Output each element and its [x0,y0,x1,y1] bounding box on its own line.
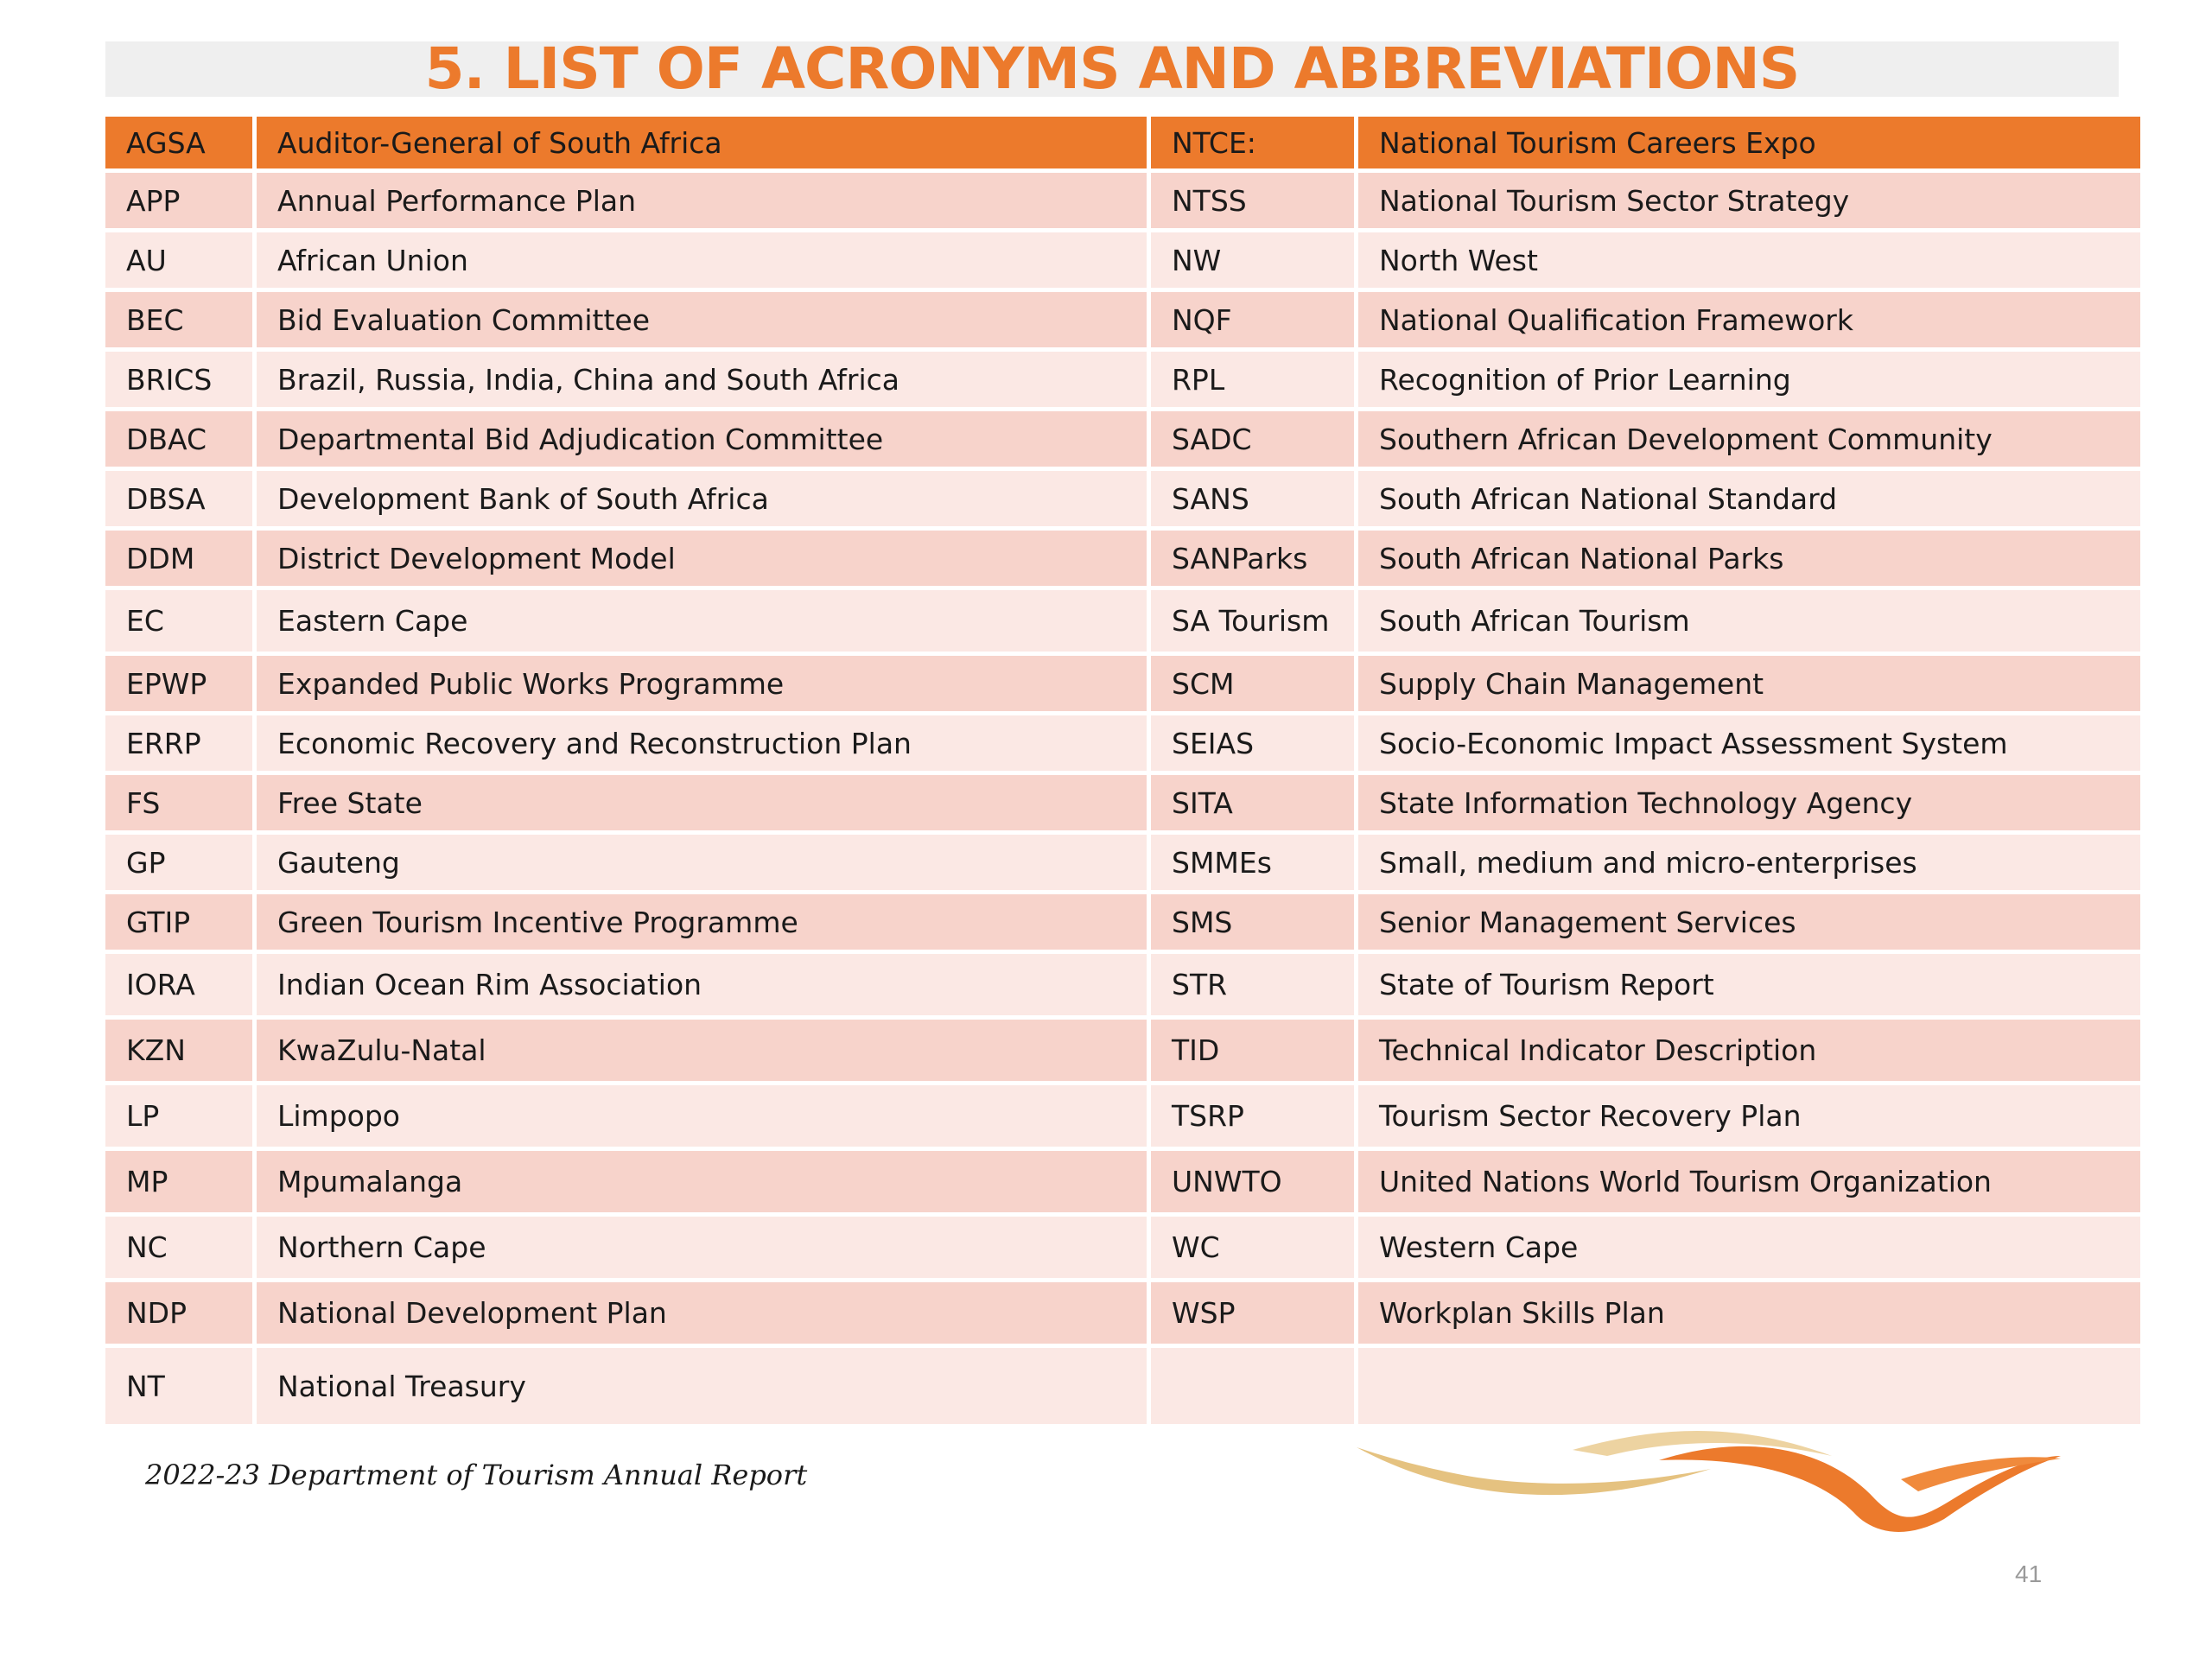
acronym-cell: NTSS [1151,173,1354,228]
acronym-cell: FS [105,775,252,830]
acronym-cell: SCM [1151,656,1354,711]
table-row [105,954,2140,1015]
definition-cell: Southern African Development Community [1358,411,2140,467]
page-title: 5. LIST OF ACRONYMS AND ABBREVIATIONS [424,35,1800,102]
definition-cell: African Union [257,232,1147,288]
definition-cell: Northern Cape [257,1217,1147,1278]
definition-cell: National Tourism Careers Expo [1358,117,2140,168]
table-row [105,232,2140,288]
acronym-cell: WC [1151,1217,1354,1278]
definition-cell: Western Cape [1358,1217,2140,1278]
acronym-cell: NDP [105,1282,252,1344]
table-row [105,531,2140,586]
acronym-cell: DBAC [105,411,252,467]
definition-cell: Free State [257,775,1147,830]
definition-cell: Socio-Economic Impact Assessment System [1358,715,2140,771]
definition-cell: Departmental Bid Adjudication Committee [257,411,1147,467]
acronym-cell: SANS [1151,471,1354,526]
acronym-cell: NC [105,1217,252,1278]
acronym-cell: BRICS [105,352,252,407]
acronym-cell: SITA [1151,775,1354,830]
definition-cell: Tourism Sector Recovery Plan [1358,1085,2140,1147]
acronym-cell: SA Tourism [1151,590,1354,652]
table-row [105,117,2140,168]
table-row [105,411,2140,467]
table-row [105,1020,2140,1081]
definition-cell: National Tourism Sector Strategy [1358,173,2140,228]
definition-cell: Annual Performance Plan [257,173,1147,228]
definition-cell: North West [1358,232,2140,288]
definition-cell: United Nations World Tourism Organization [1358,1151,2140,1212]
acronym-cell: RPL [1151,352,1354,407]
acronym-cell: KZN [105,1020,252,1081]
acronym-cell: UNWTO [1151,1151,1354,1212]
definition-cell: District Development Model [257,531,1147,586]
acronym-cell [1151,1348,1354,1424]
acronym-cell: TID [1151,1020,1354,1081]
acronym-cell: SANParks [1151,531,1354,586]
acronym-cell: GTIP [105,894,252,950]
definition-cell [1358,1348,2140,1424]
acronym-cell: APP [105,173,252,228]
definition-cell: Auditor-General of South Africa [257,117,1147,168]
acronym-cell: SMS [1151,894,1354,950]
acronym-cell: SMMEs [1151,835,1354,890]
acronym-cell: NTCE: [1151,117,1354,168]
acronym-cell: AU [105,232,252,288]
table-row [105,471,2140,526]
acronym-cell: WSP [1151,1282,1354,1344]
table-row [105,173,2140,228]
acronym-cell: STR [1151,954,1354,1015]
acronyms-table [101,112,2145,1428]
definition-cell: Indian Ocean Rim Association [257,954,1147,1015]
definition-cell: National Qualification Framework [1358,292,2140,347]
definition-cell: South African National Parks [1358,531,2140,586]
table-row [105,590,2140,652]
definition-cell: South African National Standard [1358,471,2140,526]
definition-cell: Gauteng [257,835,1147,890]
acronym-cell: TSRP [1151,1085,1354,1147]
definition-cell: Supply Chain Management [1358,656,2140,711]
definition-cell: Recognition of Prior Learning [1358,352,2140,407]
definition-cell: Bid Evaluation Committee [257,292,1147,347]
acronym-cell: NW [1151,232,1354,288]
table-row [105,894,2140,950]
definition-cell: Workplan Skills Plan [1358,1282,2140,1344]
acronym-cell: NQF [1151,292,1354,347]
definition-cell: Mpumalanga [257,1151,1147,1212]
acronym-cell: DBSA [105,471,252,526]
definition-cell: Economic Recovery and Reconstruction Plan [257,715,1147,771]
definition-cell: Senior Management Services [1358,894,2140,950]
definition-cell: National Development Plan [257,1282,1147,1344]
definition-cell: KwaZulu-Natal [257,1020,1147,1081]
acronym-cell: MP [105,1151,252,1212]
definition-cell: Technical Indicator Description [1358,1020,2140,1081]
definition-cell: National Treasury [257,1348,1147,1424]
acronym-cell: GP [105,835,252,890]
definition-cell: Development Bank of South Africa [257,471,1147,526]
acronym-cell: IORA [105,954,252,1015]
definition-cell: Expanded Public Works Programme [257,656,1147,711]
acronym-cell: SADC [1151,411,1354,467]
table-row [105,1217,2140,1278]
table-row [105,1085,2140,1147]
gold-swoosh-icon [1357,1447,1711,1495]
definition-cell: Limpopo [257,1085,1147,1147]
acronym-cell: LP [105,1085,252,1147]
page-number: 41 [2015,1560,2043,1587]
definition-cell: State Information Technology Agency [1358,775,2140,830]
acronym-cell: SEIAS [1151,715,1354,771]
title-band [105,35,2119,102]
definition-cell: Eastern Cape [257,590,1147,652]
table-row [105,1348,2140,1424]
acronym-cell: NT [105,1348,252,1424]
orange-gold-swoosh-logo-icon [1348,1417,2065,1538]
table-row [105,352,2140,407]
acronym-cell: DDM [105,531,252,586]
table-row [105,775,2140,830]
footer-report-title: 2022-23 Department of Tourism Annual Report [145,1459,808,1491]
acronym-cell: ERRP [105,715,252,771]
definition-cell: State of Tourism Report [1358,954,2140,1015]
acronym-cell: BEC [105,292,252,347]
definition-cell: Green Tourism Incentive Programme [257,894,1147,950]
table-row [105,656,2140,711]
acronym-cell: AGSA [105,117,252,168]
definition-cell: Brazil, Russia, India, China and South Africa [257,352,1147,407]
definition-cell: South African Tourism [1358,590,2140,652]
table-row [105,292,2140,347]
acronym-cell: EPWP [105,656,252,711]
table-row [105,1151,2140,1212]
table-row [105,1282,2140,1344]
table-row [105,835,2140,890]
acronym-cell: EC [105,590,252,652]
table-row [105,715,2140,771]
definition-cell: Small, medium and micro-enterprises [1358,835,2140,890]
